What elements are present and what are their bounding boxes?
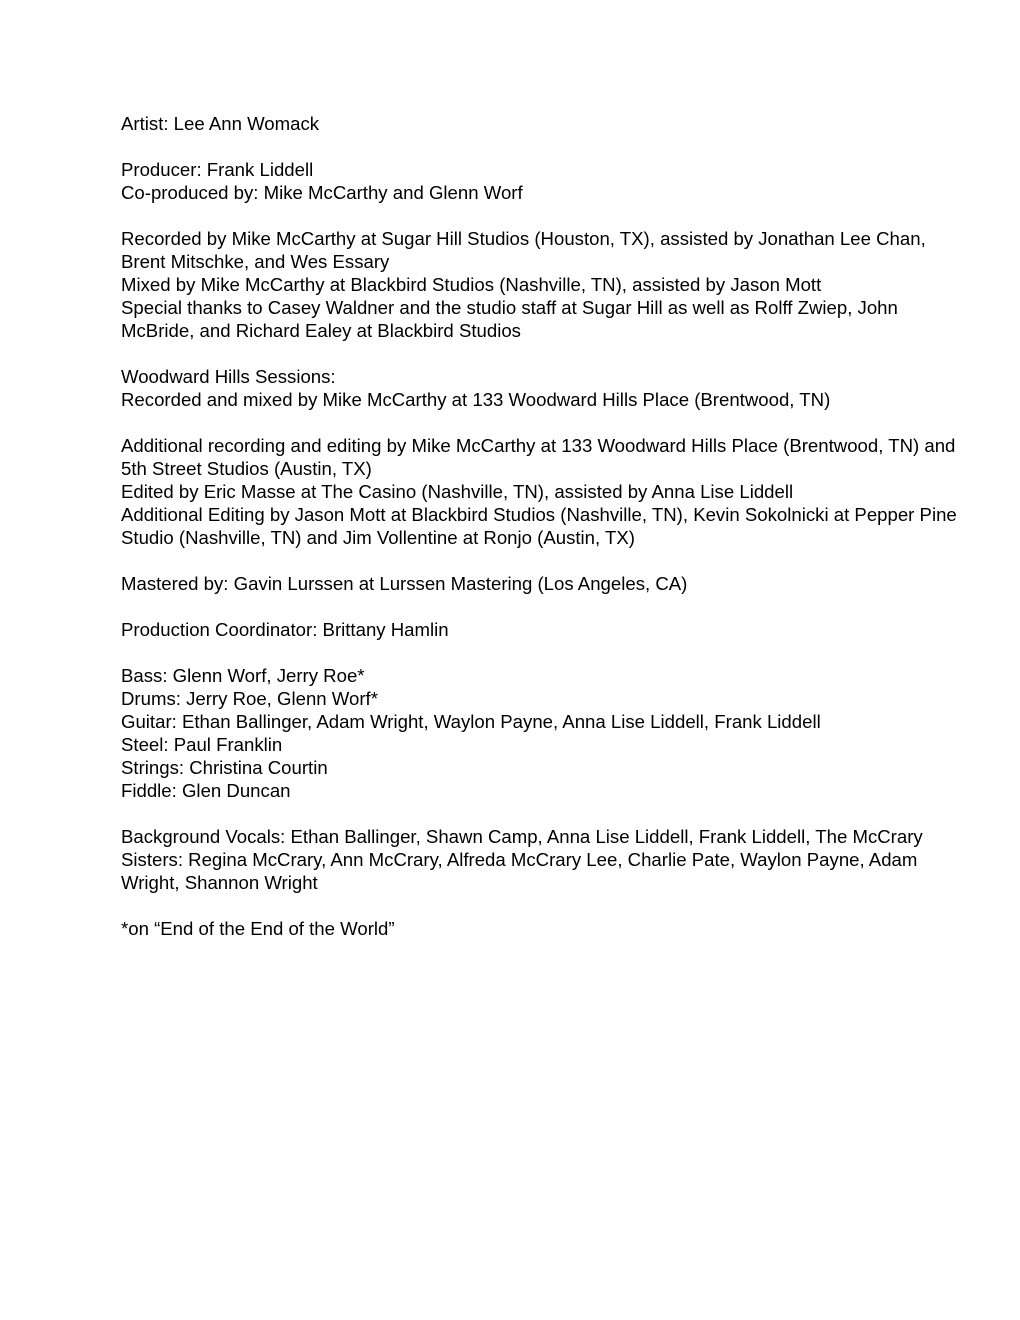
vocals-section	[121, 825, 971, 894]
strings-line: Strings: Christina Courtin	[121, 757, 328, 778]
woodward-section	[121, 365, 971, 411]
coordinator-line: Production Coordinator: Brittany Hamlin	[121, 619, 449, 640]
fiddle-line: Fiddle: Glen Duncan	[121, 780, 291, 801]
mixed-line: Mixed by Mike McCarthy at Blackbird Studios (Nashville, TN), assisted by Jason Mott	[121, 274, 822, 295]
woodward-detail: Recorded and mixed by Mike McCarthy at 133 Woodward Hills Place (Brentwood, TN)	[121, 389, 831, 410]
footnote-section	[121, 917, 971, 940]
additional-recording-line: Additional recording and editing by Mike McCarthy at 133 Woodward Hills Place (Brentwood, TN) and 5th Street Studios (Austin, TX)	[121, 435, 956, 479]
mastered-line: Mastered by: Gavin Lurssen at Lurssen Mastering (Los Angeles, CA)	[121, 573, 688, 594]
producer-section	[121, 158, 971, 204]
additional-editing-line: Additional Editing by Jason Mott at Blackbird Studios (Nashville, TN), Kevin Sokolnicki at Pepper Pine Studio (Nashville, TN) and Jim Vollentine at Ronjo (Austin, TX)	[121, 504, 957, 548]
coordinator-section	[121, 618, 971, 641]
coproducer-line: Co-produced by: Mike McCarthy and Glenn Worf	[121, 182, 523, 203]
drums-line: Drums: Jerry Roe, Glenn Worf*	[121, 688, 378, 709]
guitar-line: Guitar: Ethan Ballinger, Adam Wright, Waylon Payne, Anna Lise Liddell, Frank Liddell	[121, 711, 821, 732]
bass-line: Bass: Glenn Worf, Jerry Roe*	[121, 665, 365, 686]
steel-line: Steel: Paul Franklin	[121, 734, 283, 755]
mastering-section	[121, 572, 971, 595]
musicians-section	[121, 664, 971, 802]
thanks-line: Special thanks to Casey Waldner and the studio staff at Sugar Hill as well as Rolff Zwiep, John McBride, and Richard Ealey at Blackbird Studios	[121, 297, 898, 341]
recorded-line: Recorded by Mike McCarthy at Sugar Hill Studios (Houston, TX), assisted by Jonathan Lee Chan, Brent Mitschke, and Wes Essary	[121, 228, 926, 272]
woodward-title: Woodward Hills Sessions:	[121, 366, 336, 387]
credits-document	[121, 112, 971, 963]
background-vocals-line: Background Vocals: Ethan Ballinger, Shawn Camp, Anna Lise Liddell, Frank Liddell, The McCrary Sisters: Regina McCrary, Ann McCrary, Alfreda McCrary Lee, Charlie Pate, Waylon Payne, Adam Wright, Shannon Wright	[121, 826, 923, 893]
artist-line: Artist: Lee Ann Womack	[121, 113, 320, 134]
producer-line: Producer: Frank Liddell	[121, 159, 314, 180]
artist-section	[121, 112, 971, 135]
footnote-line: *on “End of the End of the World”	[121, 918, 395, 939]
editing-section	[121, 434, 971, 549]
recording-section	[121, 227, 971, 342]
edited-line: Edited by Eric Masse at The Casino (Nashville, TN), assisted by Anna Lise Liddell	[121, 481, 794, 502]
